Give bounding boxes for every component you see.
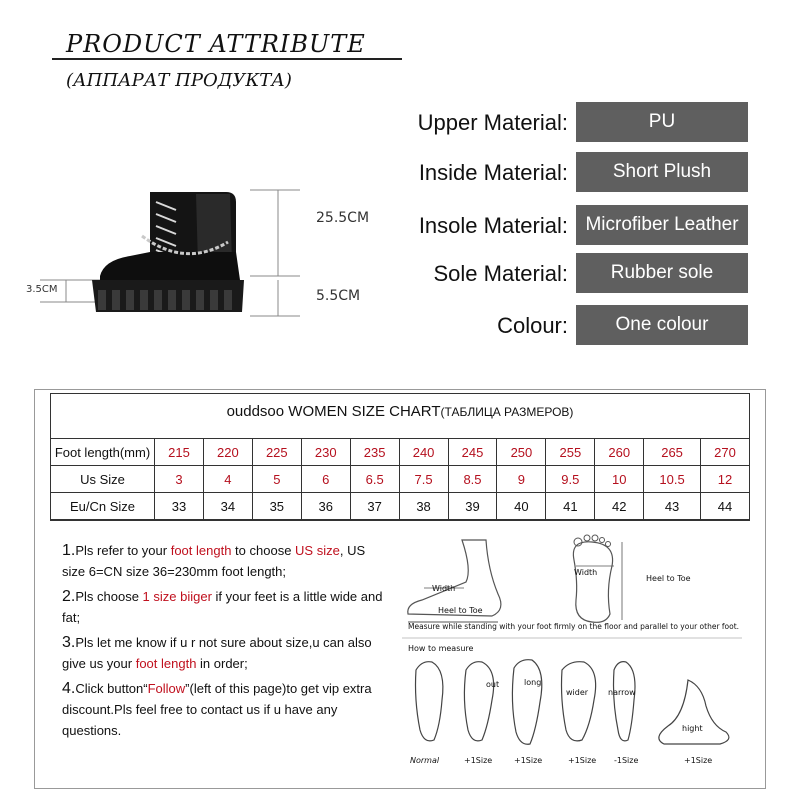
note-2 (62, 586, 388, 628)
table-cell: 230 (301, 439, 350, 466)
heel-to-toe-label: Heel to Toe (438, 606, 483, 615)
side-foot-outline (408, 540, 501, 616)
table-cell: 12 (700, 466, 749, 493)
size-chart-title-ru: (ТАБЛИЦА РАЗМЕРОВ) (440, 405, 574, 419)
attribute-value: Short Plush (576, 152, 748, 192)
table-cell: 9.5 (546, 466, 595, 493)
table-cell: 6 (301, 466, 350, 493)
table-cell: 43 (644, 493, 701, 520)
attribute-colour (0, 305, 800, 345)
note-text: Pls choose (75, 589, 143, 604)
table-cell: 44 (700, 493, 749, 520)
table-cell: 35 (252, 493, 301, 520)
front-height-label: 3.5CM (26, 284, 58, 295)
footprint-wider (562, 662, 596, 741)
attribute-value: Microfiber Leather (576, 205, 748, 245)
note-text: in order; (196, 656, 248, 671)
table-cell: 9 (497, 466, 546, 493)
size-chart-title (50, 403, 750, 420)
table-cell: 3 (155, 466, 204, 493)
heel-to-toe-label-top: Heel to Toe (646, 574, 691, 583)
size-table (50, 438, 750, 520)
table-cell: 34 (203, 493, 252, 520)
measuring-guide (402, 530, 752, 780)
note-number: 1. (62, 542, 76, 559)
attribute-value: One colour (576, 305, 748, 345)
note-highlight: US size (295, 543, 340, 558)
footprint-narrow (614, 662, 636, 741)
table-cell: 37 (350, 493, 399, 520)
measure-instruction: Measure while standing with your foot firmly on the floor and parallel to your other foot. (408, 622, 740, 631)
shaft-height-label: 25.5CM (316, 210, 370, 226)
footprint-out (464, 662, 493, 741)
size-chart-title-en: ouddsoo WOMEN SIZE CHART (226, 403, 441, 420)
table-cell: 5 (252, 466, 301, 493)
note-highlight: foot length (135, 656, 197, 671)
attribute-insole-material (0, 205, 800, 245)
table-cell: 265 (644, 439, 701, 466)
foot-caption: -1Size (614, 756, 639, 765)
foot-tag: out (486, 680, 500, 689)
table-cell: 39 (448, 493, 497, 520)
table-cell: 220 (203, 439, 252, 466)
table-cell: 38 (399, 493, 448, 520)
table-cell: 40 (497, 493, 546, 520)
note-highlight: foot length (170, 543, 232, 558)
top-foot-outline (573, 542, 612, 623)
footprint-long (512, 660, 541, 745)
table-row-us-size (51, 466, 750, 493)
table-cell: 36 (301, 493, 350, 520)
note-1 (62, 540, 388, 582)
table-cell: 10 (595, 466, 644, 493)
attribute-inside-material (0, 152, 800, 192)
note-text: to choose (231, 543, 296, 558)
attribute-label: Colour: (497, 313, 568, 338)
table-cell: 4 (203, 466, 252, 493)
foot-tag: hight (682, 724, 703, 733)
table-cell: 250 (497, 439, 546, 466)
table-cell: 215 (155, 439, 204, 466)
foot-tag: long (524, 678, 542, 687)
table-cell: 260 (595, 439, 644, 466)
table-cell: 10.5 (644, 466, 701, 493)
footprint-high-instep (659, 680, 729, 744)
table-row-eu-cn-size (51, 493, 750, 520)
page-heading: PRODUCT ATTRIBUTE (66, 30, 366, 58)
platform-height-label: 5.5CM (316, 288, 361, 304)
row-header: Eu/Cn Size (51, 493, 155, 520)
foot-caption: +1Size (514, 756, 543, 765)
note-text: , US size 6=CN size 36=230mm foot length; (62, 543, 366, 579)
foot-tag: wider (566, 688, 589, 697)
foot-caption: +1Size (684, 756, 713, 765)
note-text: if your feet is a little wide and fat; (62, 589, 383, 625)
note-text: Pls refer to your (75, 543, 171, 558)
row-header: Us Size (51, 466, 155, 493)
attribute-label: Inside Material: (418, 160, 568, 185)
page-subheading: (АППАРАТ ПРОДУКТА) (66, 70, 292, 91)
attribute-sole-material (0, 253, 800, 293)
foot-caption: +1Size (464, 756, 493, 765)
table-cell: 41 (546, 493, 595, 520)
attribute-value: PU (576, 102, 748, 142)
how-to-measure-label: How to measure (408, 644, 474, 653)
table-cell: 225 (252, 439, 301, 466)
table-cell: 7.5 (399, 466, 448, 493)
table-cell: 6.5 (350, 466, 399, 493)
foot-tag: narrow (608, 688, 636, 697)
note-text: Pls let me know if u r not sure about size,u can also give us your (62, 635, 372, 671)
attribute-label: Upper Material: (417, 110, 568, 135)
note-number: 4. (62, 680, 76, 697)
table-cell: 270 (700, 439, 749, 466)
attribute-label: Sole Material: (433, 261, 568, 286)
attribute-label: Insole Material: (418, 213, 568, 238)
foot-caption: Normal (410, 756, 440, 765)
table-cell: 255 (546, 439, 595, 466)
attribute-upper-material (0, 102, 800, 142)
footprint-normal (416, 662, 443, 741)
width-label-top: Width (574, 568, 598, 577)
size-notes (62, 540, 388, 745)
table-cell: 42 (595, 493, 644, 520)
foot-caption: +1Size (568, 756, 597, 765)
note-text: Click button“ (75, 681, 148, 696)
attribute-value: Rubber sole (576, 253, 748, 293)
table-cell: 235 (350, 439, 399, 466)
note-highlight: 1 size biiger (142, 589, 212, 604)
heading-underline (52, 58, 402, 60)
note-number: 3. (62, 634, 76, 651)
table-cell: 8.5 (448, 466, 497, 493)
table-cell: 245 (448, 439, 497, 466)
table-cell: 33 (155, 493, 204, 520)
table-row-foot-length (51, 439, 750, 466)
width-label: Width (432, 584, 456, 593)
note-number: 2. (62, 588, 76, 605)
row-header: Foot length(mm) (51, 439, 155, 466)
table-cell: 240 (399, 439, 448, 466)
note-4 (62, 678, 388, 741)
follow-link[interactable]: Follow (147, 681, 186, 696)
note-text: ”(left of this page)to get vip extra discount.Pls feel free to contact us if u have any questions. (62, 681, 372, 738)
note-3 (62, 632, 388, 674)
